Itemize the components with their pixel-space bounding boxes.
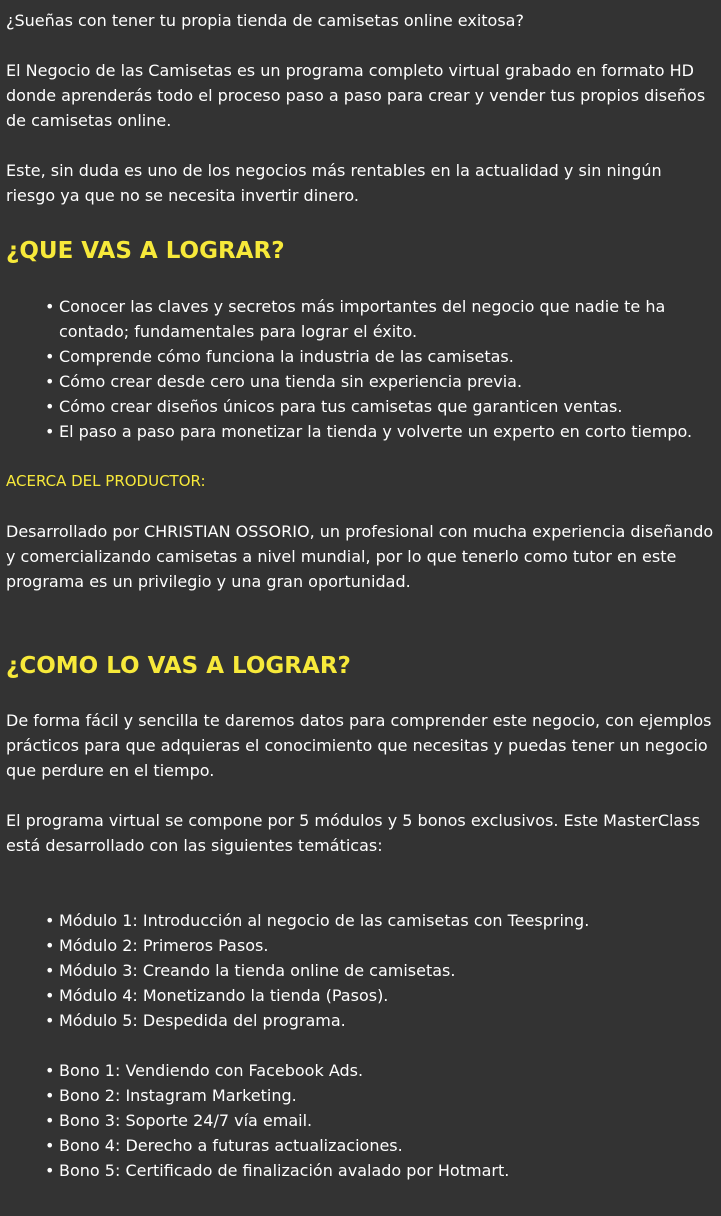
list-item: • Comprende cómo funciona la industria de las camisetas.	[45, 344, 715, 369]
intro-paragraph-1: El Negocio de las Camisetas es un programa completo virtual grabado en formato HD donde aprenderás todo el proceso paso a paso para crear y vender tus propios diseños de camisetas online.	[6, 61, 706, 130]
intro-question: ¿Sueñas con tener tu propia tienda de camisetas online exitosa?	[6, 11, 524, 30]
lograr-heading: ¿QUE VAS A LOGRAR?	[6, 238, 285, 264]
productor-heading: ACERCA DEL PRODUCTOR:	[6, 472, 206, 490]
list-item: • Bono 2: Instagram Marketing.	[45, 1083, 715, 1108]
list-item: • Módulo 5: Despedida del programa.	[45, 1008, 715, 1033]
lograr-list	[6, 294, 715, 444]
list-item: • El paso a paso para monetizar la tienda y volverte un experto en corto tiempo.	[45, 419, 715, 444]
list-item: • Módulo 4: Monetizando la tienda (Pasos).	[45, 983, 715, 1008]
intro-paragraph-2: Este, sin duda es uno de los negocios más rentables en la actualidad y sin ningún riesgo ya que no se necesita invertir dinero.	[6, 161, 662, 205]
list-item: • Módulo 1: Introducción al negocio de las camisetas con Teespring.	[45, 908, 715, 933]
list-item: • Conocer las claves y secretos más importantes del negocio que nadie te ha contado; fundamentales para lograr el éxito.	[45, 294, 715, 344]
como-heading: ¿COMO LO VAS A LOGRAR?	[6, 653, 351, 679]
list-item: • Cómo crear desde cero una tienda sin experiencia previa.	[45, 369, 715, 394]
como-paragraph-2: El programa virtual se compone por 5 módulos y 5 bonos exclusivos. Este MasterClass está desarrollado con las siguientes temáticas:	[6, 811, 700, 855]
list-item: • Bono 1: Vendiendo con Facebook Ads.	[45, 1058, 715, 1083]
list-item: • Bono 3: Soporte 24/7 vía email.	[45, 1108, 715, 1133]
list-item: • Bono 5: Certificado de finalización avalado por Hotmart.	[45, 1158, 715, 1183]
bonuses-list	[6, 1058, 715, 1183]
list-item: • Módulo 2: Primeros Pasos.	[45, 933, 715, 958]
list-item: • Módulo 3: Creando la tienda online de camisetas.	[45, 958, 715, 983]
productor-paragraph: Desarrollado por CHRISTIAN OSSORIO, un profesional con mucha experiencia diseñando y comercializando camisetas a nivel mundial, por lo que tenerlo como tutor en este programa es un privilegio y una gran oportunidad.	[6, 522, 714, 591]
modules-list	[6, 908, 715, 1033]
como-paragraph-1: De forma fácil y sencilla te daremos datos para comprender este negocio, con ejemplos prácticos para que adquieras el conocimiento que necesitas y puedas tener un negocio que perdure en el tiempo.	[6, 711, 712, 780]
list-item: • Bono 4: Derecho a futuras actualizaciones.	[45, 1133, 715, 1158]
list-item: • Cómo crear diseños únicos para tus camisetas que garanticen ventas.	[45, 394, 715, 419]
